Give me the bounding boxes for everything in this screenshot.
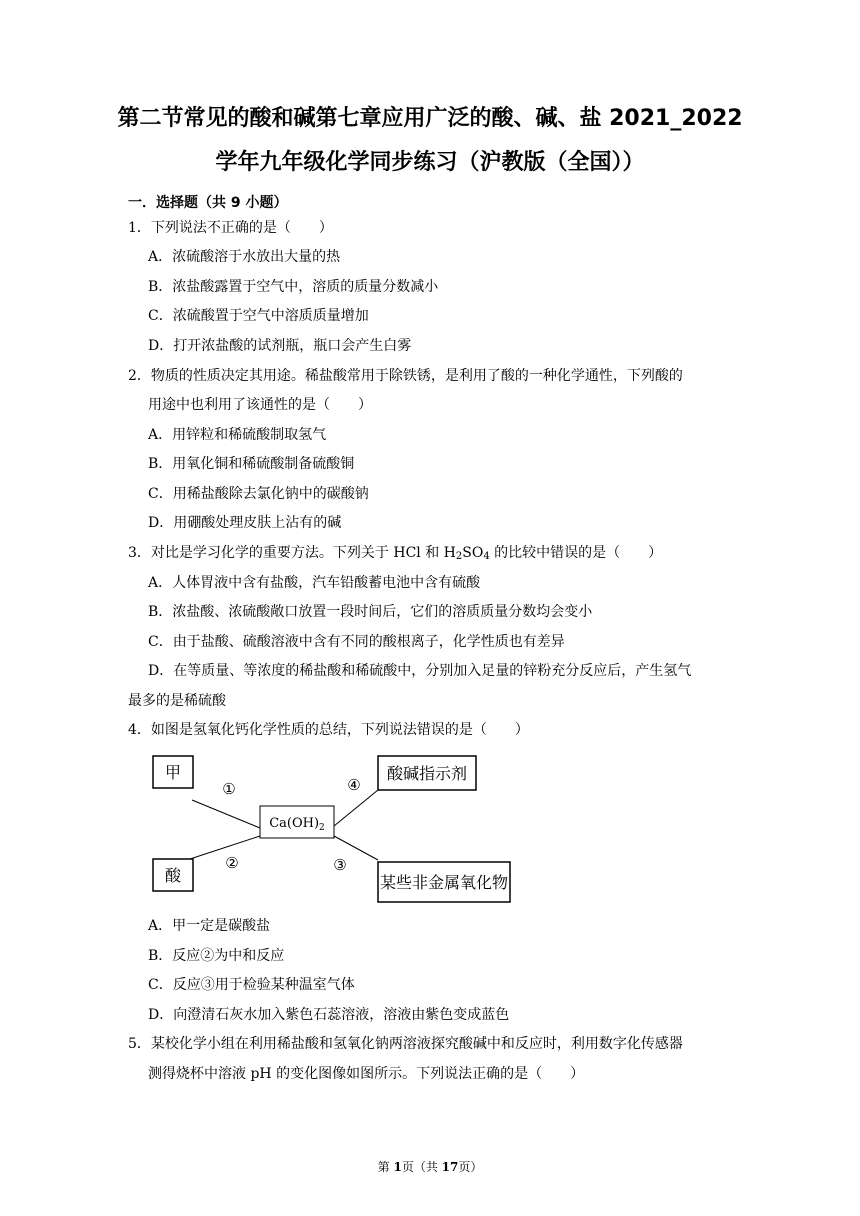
question-3-stem-text-mid: SO xyxy=(462,545,484,561)
question-3-subscript-2: 2 xyxy=(455,551,463,562)
footer-prefix: 第 xyxy=(377,1160,394,1174)
label-center-caoh2 xyxy=(269,816,325,833)
connector-line-1 xyxy=(192,800,260,828)
connector-line-4 xyxy=(334,790,378,826)
question-3-option-d-line-2: 最多的是稀硫酸 xyxy=(128,693,226,709)
footer-total-pages: 17 xyxy=(441,1160,459,1174)
number-1: ① xyxy=(222,780,236,798)
question-2-option-c: C．用稀盐酸除去氯化钠中的碳酸钠 xyxy=(148,486,369,502)
question-2-stem-line-1: 2．物质的性质决定其用途。稀盐酸常用于除铁锈，是利用了酸的一种化学通性，下列酸的 xyxy=(128,368,683,384)
label-center-sub: 2 xyxy=(319,823,325,833)
page-title-line-2: 学年九年级化学同步练习（沪教版（全国）） xyxy=(215,150,645,175)
question-3-option-a: A．人体胃液中含有盐酸，汽车铅酸蓄电池中含有硫酸 xyxy=(148,575,481,591)
question-3-option-c: C．由于盐酸、硫酸溶液中含有不同的酸根离子，化学性质也有差异 xyxy=(148,634,565,650)
question-3-option-b: B．浓盐酸、浓硫酸敞口放置一段时间后，它们的溶质质量分数均会变小 xyxy=(148,604,593,620)
question-4-option-b: B．反应②为中和反应 xyxy=(148,948,285,964)
footer-page-number: 1 xyxy=(393,1160,402,1174)
question-3-stem-text-pre: 3．对比是学习化学的重要方法。下列关于 HCl 和 H xyxy=(128,545,456,561)
question-3-subscript-4: 4 xyxy=(483,551,490,562)
question-4-option-d: D．向澄清石灰水加入紫色石蕊溶液，溶液由紫色变成蓝色 xyxy=(148,1007,510,1023)
question-4-option-a: A．甲一定是碳酸盐 xyxy=(148,918,271,934)
number-4: ④ xyxy=(347,776,361,794)
question-1-option-b: B．浓盐酸露置于空气中，溶质的质量分数减小 xyxy=(148,279,439,295)
question-5-stem-line-1: 5．某校化学小组在利用稀盐酸和氢氧化钠两溶液探究酸碱中和反应时，利用数字化传感器 xyxy=(128,1036,683,1052)
label-nonmetal-oxide: 某些非金属氧化物 xyxy=(379,873,509,892)
question-1-stem: 1．下列说法不正确的是（ ） xyxy=(128,220,333,236)
question-1-option-a: A．浓硫酸溶于水放出大量的热 xyxy=(148,249,341,265)
question-4-option-c: C．反应③用于检验某种温室气体 xyxy=(148,977,355,993)
question-2-stem-line-2: 用途中也利用了该通性的是（ ） xyxy=(148,397,372,413)
number-3: ③ xyxy=(333,856,347,874)
question-2-option-a: A．用锌粒和稀硫酸制取氢气 xyxy=(148,427,327,443)
footer-suffix: 页） xyxy=(458,1160,483,1174)
question-2-option-b: B．用氧化铜和稀硫酸制备硫酸铜 xyxy=(148,456,355,472)
label-jia: 甲 xyxy=(164,763,182,782)
label-center-text: Ca(OH) xyxy=(269,816,320,831)
question-3-option-d-line-1: D．在等质量、等浓度的稀盐酸和稀硫酸中，分别加入足量的锌粉充分反应后，产生氢气 xyxy=(148,663,692,679)
question-1-option-c: C．浓硫酸置于空气中溶质质量增加 xyxy=(148,308,369,324)
label-acid: 酸 xyxy=(164,866,182,885)
question-3-stem xyxy=(128,543,662,563)
question-3-stem-text-post: 的比较中错误的是（ ） xyxy=(489,545,663,561)
number-2: ② xyxy=(225,854,239,872)
label-indicator: 酸碱指示剂 xyxy=(386,764,468,783)
section-heading: 一．选择题（共 9 小题） xyxy=(128,195,288,211)
footer-middle: 页（共 xyxy=(401,1160,442,1174)
page-footer xyxy=(0,1158,860,1175)
question-4-stem: 4．如图是氢氧化钙化学性质的总结，下列说法错误的是（ ） xyxy=(128,722,529,738)
question-5-stem-line-2: 测得烧杯中溶液 pH 的变化图像如图所示。下列说法正确的是（ ） xyxy=(148,1066,585,1082)
question-1-option-d: D．打开浓盐酸的试剂瓶，瓶口会产生白雾 xyxy=(148,338,412,354)
calcium-hydroxide-diagram xyxy=(152,748,512,908)
question-2-option-d: D．用硼酸处理皮肤上沾有的碱 xyxy=(148,515,342,531)
page-title-line-1: 第二节常见的酸和碱第七章应用广泛的酸、碱、盐 2021_2022 xyxy=(117,106,743,131)
